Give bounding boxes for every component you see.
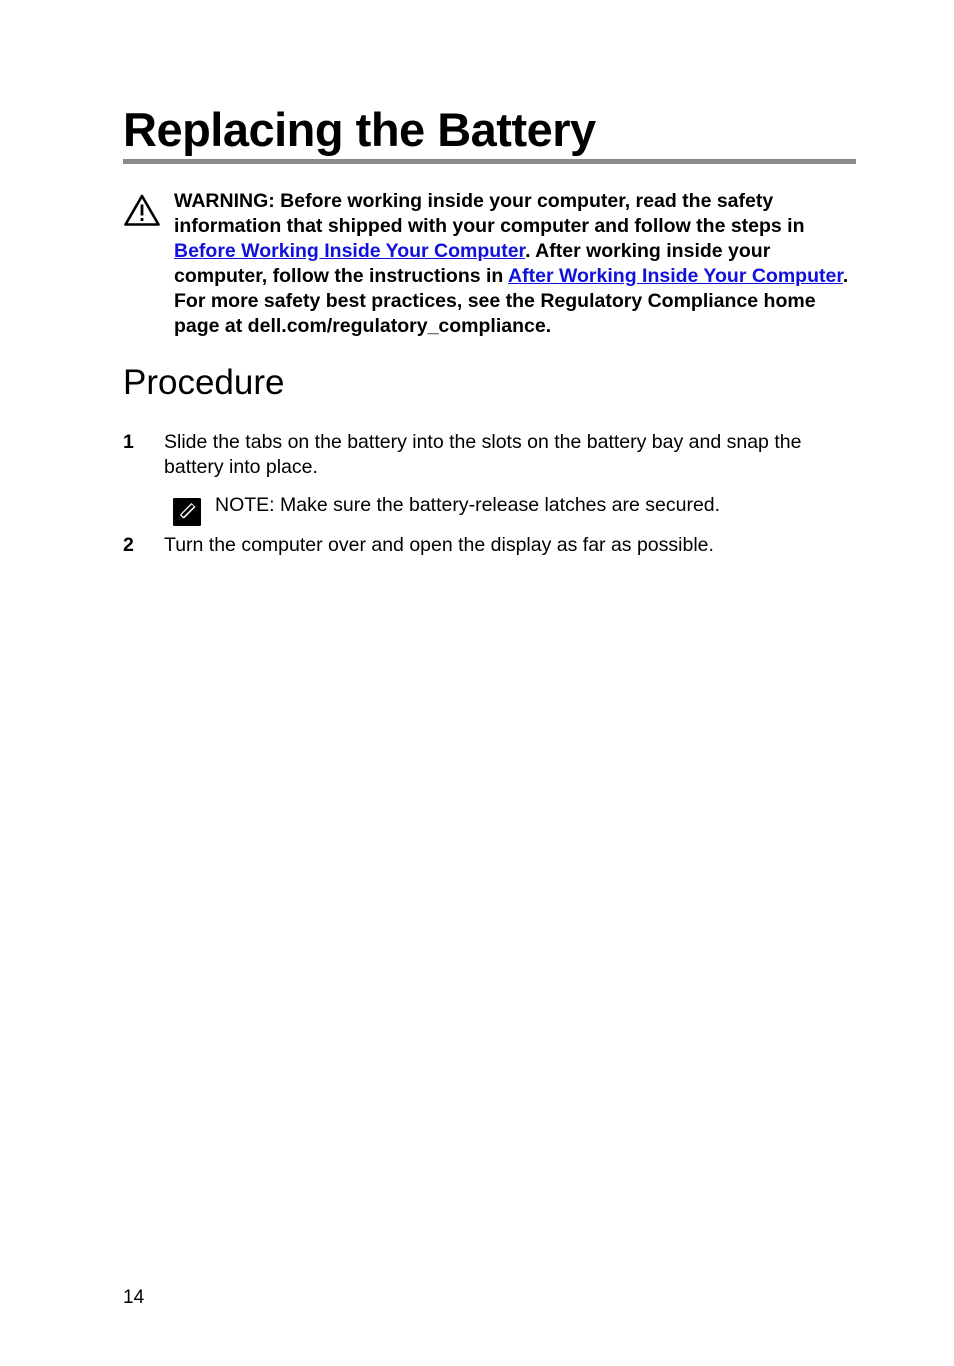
- note: [215, 493, 720, 518]
- step-text: Turn the computer over and open the display as far as possible.: [164, 534, 714, 556]
- step-text: Slide the tabs on the battery into the slots on the battery bay and snap the battery into place.: [164, 431, 802, 478]
- after-working-link[interactable]: After Working Inside Your Computer: [508, 265, 843, 287]
- step-number: 1: [123, 431, 134, 453]
- procedure-heading: Procedure: [123, 363, 285, 402]
- page-title: Replacing the Battery: [123, 103, 596, 156]
- warning-text-part: . After working inside your computer, follow the instructions in: [174, 240, 771, 287]
- note-text: Make sure the battery-release latches are secured.: [274, 494, 721, 516]
- step-number: 2: [123, 534, 134, 556]
- before-working-link[interactable]: Before Working Inside Your Computer: [174, 240, 526, 262]
- warning-text-part: . For more safety best practices, see the Regulatory Compliance home page at dell.com/regulatory_compliance.: [174, 265, 849, 337]
- pencil-note-icon: [173, 498, 201, 526]
- title-underline: [123, 159, 856, 164]
- warning-notice: [174, 189, 854, 339]
- page-number: 14: [123, 1287, 145, 1308]
- warning-triangle-icon: [123, 193, 161, 227]
- note-label: NOTE:: [215, 494, 275, 516]
- warning-text-part: WARNING: Before working inside your computer, read the safety information that shipped with your computer and follow the steps in: [174, 190, 805, 237]
